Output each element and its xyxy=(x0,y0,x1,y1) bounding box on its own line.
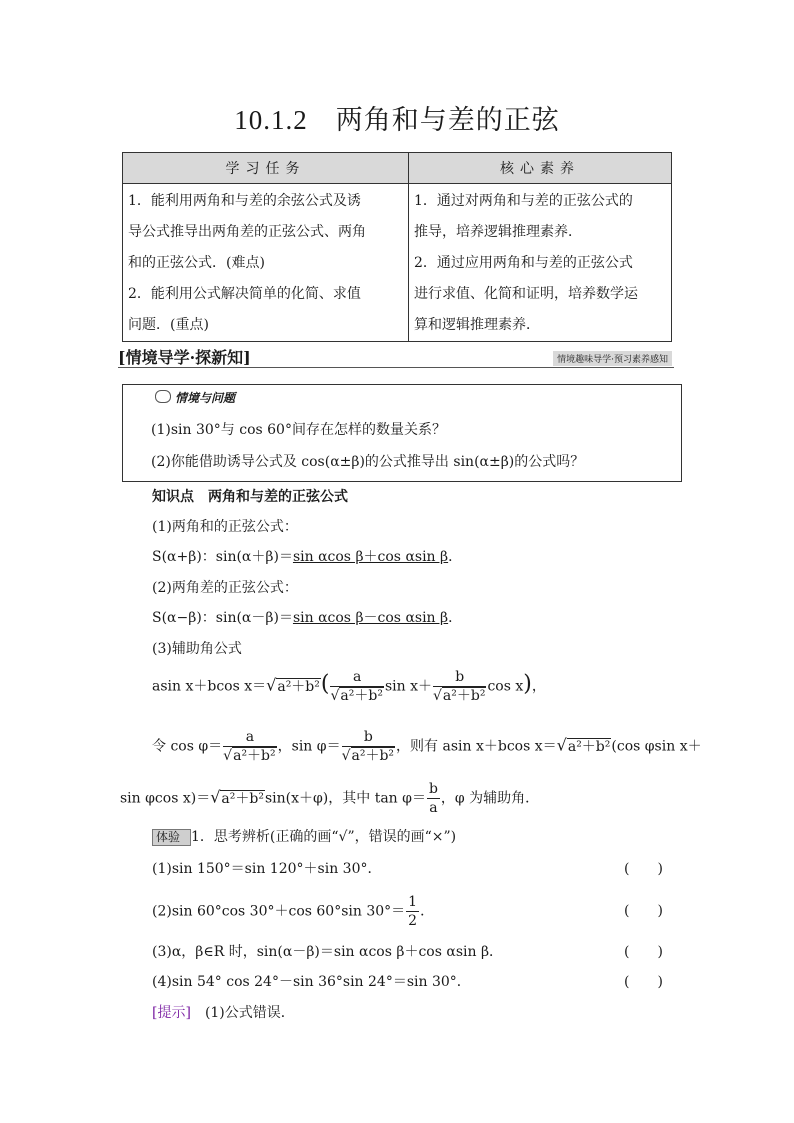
exercise-badge: 体验 xyxy=(152,829,191,846)
let-statement-cont: sin φcos x)＝√a²＋b²sin(x＋φ)，其中 tan φ＝ $\frac{b}{a}$ ，φ 为辅助角． xyxy=(120,781,540,816)
aux-angle-title: (3)辅助角公式 xyxy=(152,641,242,657)
answer-parens[interactable]: ( ) xyxy=(624,974,663,990)
let-statement: 令 cos φ＝ $\frac{a}{\text{√a²＋b²}}$ ，sin φ＝ $\frac{b}{\text{√a²＋b²}}$ ，则有 asin x＋bcos x＝√a²＋b²(cos φsin x＋ xyxy=(152,729,702,764)
learning-goals-table xyxy=(122,152,672,342)
situation-question-box xyxy=(122,384,682,482)
exercise-item: (3)α，β∈R 时，sin(α－β)＝sin αcos β＋cos αsin β． xyxy=(152,944,504,960)
learning-tasks-cell xyxy=(123,184,409,342)
fraction-a: $\frac{a}{\text{√a²＋b²}}$ xyxy=(330,669,383,704)
aux-formula-left: asin x＋bcos x＝ xyxy=(152,678,267,695)
answer-parens[interactable]: ( ) xyxy=(624,861,663,877)
task-line: 导公式推导出两角差的正弦公式、两角 xyxy=(128,224,366,240)
literacy-line: 进行求值、化简和证明，培养数学运 xyxy=(414,286,638,302)
answer-parens[interactable]: ( ) xyxy=(624,944,663,960)
diff-formula: S(α−β)：sin(α－β)＝sin αcos β－cos αsin β． xyxy=(152,610,463,626)
literacy-line: 推导，培养逻辑推理素养． xyxy=(414,224,582,240)
exercise-intro: 体验 1．思考辨析(正确的画“√”，错误的画“×”) xyxy=(152,826,456,846)
tip-label: [提示] xyxy=(152,1005,191,1021)
task-line: 和的正弦公式．(难点) xyxy=(128,255,265,271)
knowledge-heading: 知识点 两角和与差的正弦公式 xyxy=(152,489,348,505)
section-tag: 情境趣味导学·预习素养感知 xyxy=(553,351,672,366)
exercise-item: (2)sin 60°cos 30°＋cos 60°sin 30°＝ $\frac{1}{2}$ ． xyxy=(152,894,435,929)
task-line: 1．能利用两角和与差的余弦公式及诱 xyxy=(128,193,361,209)
sqrt-symbol: √ xyxy=(266,675,277,695)
diff-formula-lhs: S(α−β)：sin(α－β)＝ xyxy=(152,610,293,626)
aux-radical: a²＋b² xyxy=(277,678,320,695)
task-line: 问题．(重点) xyxy=(128,317,209,333)
question-box-header xyxy=(155,389,235,406)
question-2: (2)你能借助诱导公式及 cos(α±β)的公式推导出 sin(α±β)的公式吗？ xyxy=(151,454,585,470)
tip-text: (1)公式错误． xyxy=(204,1005,295,1021)
diff-formula-title: (2)两角差的正弦公式： xyxy=(152,580,298,596)
literacy-line: 1．通过对两角和与差的正弦公式的 xyxy=(414,193,633,209)
tan-phi-fraction: $\frac{b}{a}$ xyxy=(428,781,438,816)
page-title: 10.1.2 两角和与差的正弦 xyxy=(234,105,560,135)
cos-phi-fraction: $\frac{a}{\text{√a²＋b²}}$ xyxy=(223,729,276,764)
exercise-item: (4)sin 54° cos 24°－sin 36°sin 24°＝sin 30°． xyxy=(152,974,471,990)
fraction-b: $\frac{b}{\text{√a²＋b²}}$ xyxy=(432,669,486,704)
answer-parens[interactable]: ( ) xyxy=(624,903,663,919)
half-fraction: $\frac{1}{2}$ xyxy=(408,894,418,929)
aux-angle-formula: asin x＋bcos x＝√a²＋b²( $\frac{a}{\text{√a²＋b²}}$ sin x＋ $\frac{b}{\text{√a²＋b²}}$ cos x)， xyxy=(152,669,546,704)
aux-sin-x: sin x＋ xyxy=(384,678,432,695)
sum-formula: S(α+β)：sin(α＋β)＝sin αcos β＋cos αsin β． xyxy=(152,549,463,565)
question-box-title: 情境与问题 xyxy=(175,391,236,405)
literacy-line: 算和逻辑推理素养． xyxy=(414,317,540,333)
sum-formula-title: (1)两角和的正弦公式： xyxy=(152,519,298,535)
aux-cos-x: cos x xyxy=(487,678,524,695)
sin-phi-fraction: $\frac{b}{\text{√a²＋b²}}$ xyxy=(341,729,395,764)
tip-line xyxy=(152,1002,295,1022)
section-label: [情境导学·探新知] xyxy=(118,348,251,367)
task-line: 2．能利用公式解决简单的化简、求值 xyxy=(128,286,361,302)
literacy-line: 2．通过应用两角和与差的正弦公式 xyxy=(414,255,633,271)
learning-tasks-header: 学习任务 xyxy=(123,153,409,184)
section-header xyxy=(118,345,674,368)
question-1: (1)sin 30°与 cos 60°间存在怎样的数量关系？ xyxy=(151,422,446,438)
exercise-item: (1)sin 150°＝sin 120°＋sin 30°． xyxy=(152,861,382,877)
core-literacy-cell xyxy=(409,184,672,342)
sum-formula-lhs: S(α+β)：sin(α＋β)＝ xyxy=(152,549,293,565)
core-literacy-header: 核心素养 xyxy=(409,153,672,184)
question-icon xyxy=(155,390,171,403)
diff-formula-rhs: sin αcos β－cos αsin β xyxy=(292,610,449,626)
sum-formula-rhs: sin αcos β＋cos αsin β xyxy=(292,549,449,565)
